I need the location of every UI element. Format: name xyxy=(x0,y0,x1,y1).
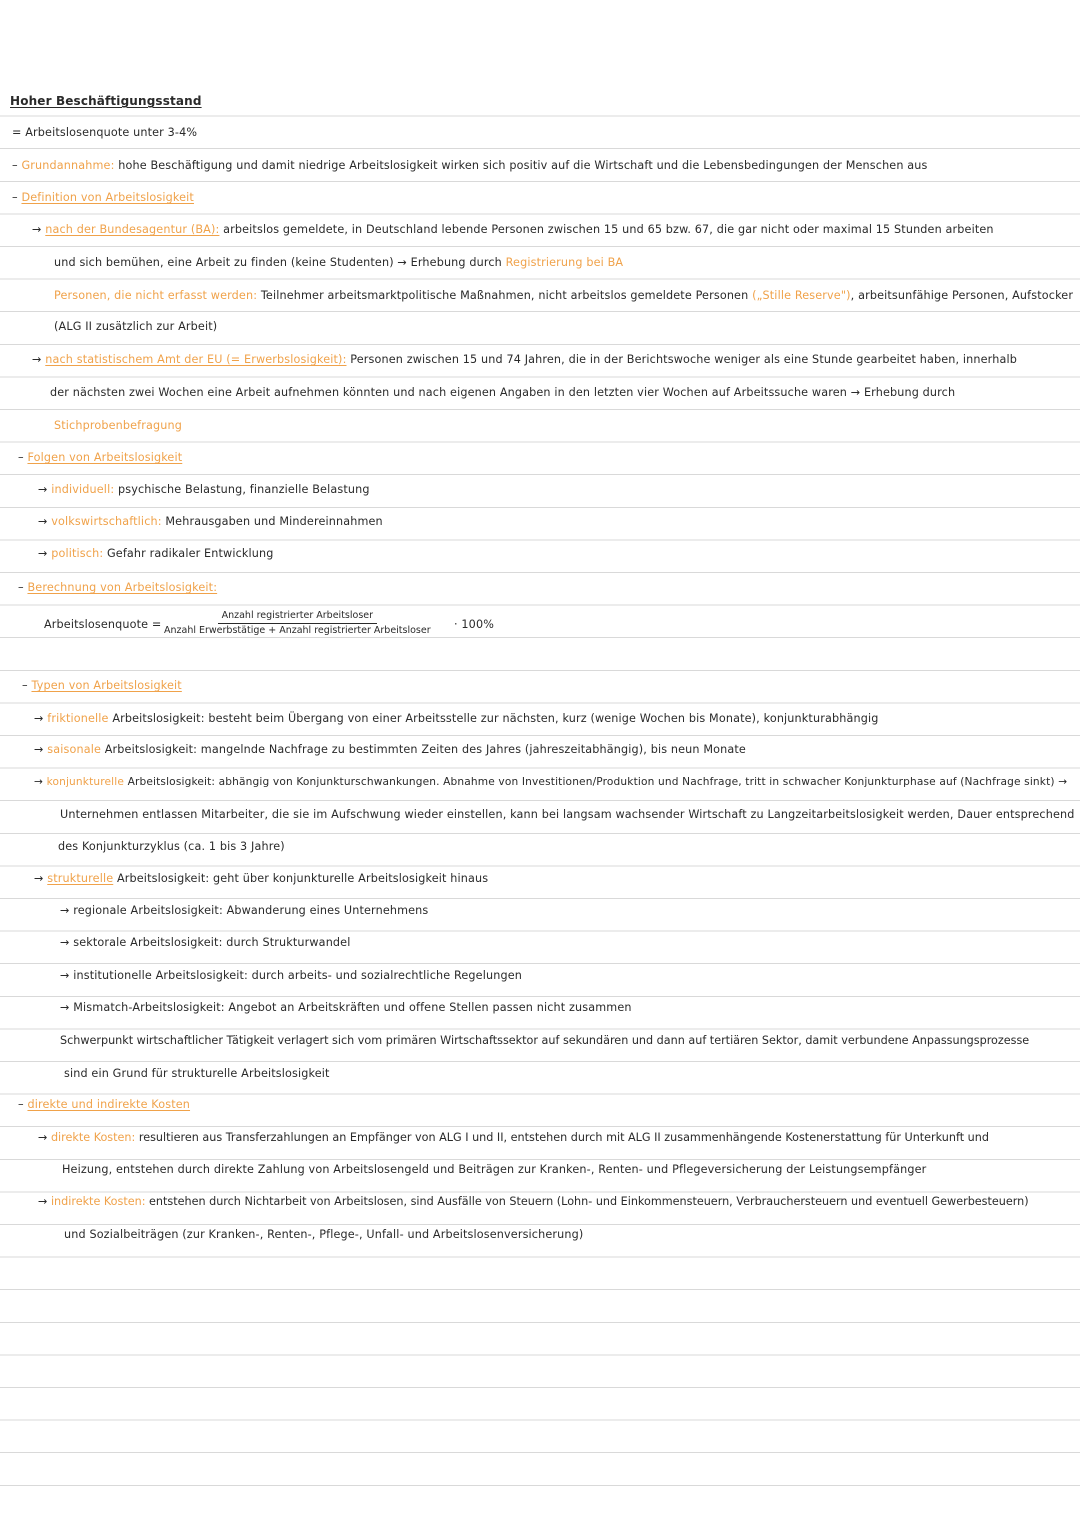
folgen-heading: Folgen von Arbeitslosigkeit xyxy=(27,451,183,464)
typ-sub-item xyxy=(60,903,428,919)
kosten-heading-line xyxy=(18,1097,190,1113)
arrow-icon: → xyxy=(60,969,70,982)
grundannahme-line xyxy=(12,158,928,174)
kosten-indirekt-line-2: und Sozialbeiträgen (zur Kranken-, Renten-, Pflege-, Unfall- und Arbeitslosenversicherung) xyxy=(64,1228,584,1241)
definition-eu-line-1 xyxy=(32,352,1017,368)
definition-ba-line-2 xyxy=(54,255,623,271)
typen-heading: Typen von Arbeitslosigkeit xyxy=(31,679,182,692)
berechnung-heading: Berechnung von Arbeitslosigkeit: xyxy=(27,581,218,594)
kosten-indirekt-line-1 xyxy=(38,1194,1029,1210)
typ-strukturell-text: Arbeitslosigkeit: geht über konjunkturelle Arbeitslosigkeit hinaus xyxy=(116,872,489,885)
kosten-heading: direkte und indirekte Kosten xyxy=(27,1098,191,1111)
typ-sub-item xyxy=(60,935,350,951)
typ-saisonal-text: Arbeitslosigkeit: mangelnde Nachfrage zu bestimmten Zeiten des Jahres (jahreszeitabhängig), bis neun Monate xyxy=(104,743,746,756)
definition-eu-line-2: der nächsten zwei Wochen eine Arbeit aufnehmen könnten und nach eigenen Angaben in den letzten vier Wochen auf Arbeitssuche waren → Erhebung durch xyxy=(50,386,956,399)
typen-heading-line xyxy=(22,678,182,694)
typ-sub-item xyxy=(60,1000,632,1016)
page-title: Hoher Beschäftigungsstand xyxy=(10,94,202,108)
definition-ba-text-1: arbeitslos gemeldete, in Deutschland lebende Personen zwischen 15 und 65 bzw. 67, die gar nicht oder maximal 15 Stunden arbeiten xyxy=(223,223,994,236)
typ-saisonal xyxy=(34,742,746,758)
quota-line: = Arbeitslosenquote unter 3-4% xyxy=(12,126,198,139)
kosten-direkt-line-1 xyxy=(38,1130,989,1146)
arrow-icon: → xyxy=(38,1131,48,1144)
kosten-indirekt-text-1: entstehen durch Nichtarbeit von Arbeitslosen, sind Ausfälle von Steuern (Lohn- und Einkommensteuern, Verbrauchersteuern und eventuell Gewerbesteuern) xyxy=(149,1195,1029,1208)
arrow-icon: → xyxy=(60,1001,70,1014)
typ-konjunkturell-line-3: des Konjunkturzyklus (ca. 1 bis 3 Jahre) xyxy=(58,840,285,853)
not-counted-text-a: Teilnehmer arbeitsmarktpolitische Maßnahmen, nicht arbeitslos gemeldete Personen xyxy=(260,289,749,302)
arrow-icon: → xyxy=(32,353,42,366)
arrow-icon: → xyxy=(32,223,42,236)
typ-strukturell xyxy=(34,871,488,887)
definition-ba-text-2a: und sich bemühen, eine Arbeit zu finden (keine Studenten) → Erhebung durch xyxy=(54,256,502,269)
folgen-item-text: psychische Belastung, finanzielle Belastung xyxy=(117,483,370,496)
arrow-icon: → xyxy=(38,515,48,528)
definition-ba-text-2b: Registrierung bei BA xyxy=(505,256,624,269)
folgen-item xyxy=(38,482,370,498)
definition-heading: Definition von Arbeitslosigkeit xyxy=(21,191,194,204)
folgen-item-text: Gefahr radikaler Entwicklung xyxy=(106,547,274,560)
typ-sub-item-text: Mismatch-Arbeitslosigkeit: Angebot an Arbeitskräften und offene Stellen passen nicht zusammen xyxy=(73,1001,632,1014)
arrow-icon: → xyxy=(38,547,48,560)
folgen-item xyxy=(38,546,274,562)
schwerpunkt-line-2: sind ein Grund für strukturelle Arbeitslosigkeit xyxy=(64,1067,330,1080)
typ-saisonal-label: saisonale xyxy=(47,743,102,756)
definition-eu-line-3: Stichprobenbefragung xyxy=(54,419,182,432)
kosten-indirekt-label: indirekte Kosten: xyxy=(50,1195,146,1208)
stille-reserve: („Stille Reserve") xyxy=(752,289,851,302)
typ-friktionell-text: Arbeitslosigkeit: besteht beim Übergang von einer Arbeitsstelle zur nächsten, kurz (wenige Wochen bis Monate), konjunkturabhängig xyxy=(112,712,879,725)
typ-konjunkturell-text-1: Arbeitslosigkeit: abhängig von Konjunkturschwankungen. Abnahme von Investitionen/Produktion und Nachfrage, tritt in schwacher Konjunkturphase auf (Nachfrage sinkt) → xyxy=(127,776,1068,788)
formula-denominator: Anzahl Erwerbstätige + Anzahl registrierter Arbeitsloser xyxy=(164,625,431,636)
arrow-icon: → xyxy=(60,904,70,917)
formula-numerator: Anzahl registrierter Arbeitsloser xyxy=(218,610,377,624)
typ-konjunkturell-line-1 xyxy=(34,774,1067,790)
folgen-item-label: volkswirtschaftlich: xyxy=(51,515,162,528)
berechnung-heading-line xyxy=(18,580,217,596)
arrow-icon: → xyxy=(60,936,70,949)
not-counted-text-b: , arbeitsunfähige Personen, Aufstocker xyxy=(850,289,1074,302)
not-counted-line-2: (ALG II zusätzlich zur Arbeit) xyxy=(54,320,218,333)
grundannahme-label: Grundannahme: xyxy=(21,159,115,172)
typ-konjunkturell-label: konjunkturelle xyxy=(46,776,125,788)
arrow-icon: → xyxy=(34,776,44,788)
folgen-item-label: individuell: xyxy=(51,483,115,496)
formula-lhs: Arbeitslosenquote = xyxy=(44,618,162,631)
definition-ba-label: nach der Bundesagentur (BA): xyxy=(45,223,220,236)
schwerpunkt-line-1: Schwerpunkt wirtschaftlicher Tätigkeit verlagert sich vom primären Wirtschaftssektor auf sekundären und dann auf tertiären Sektor, damit verbundene Anpassungsprozesse xyxy=(60,1034,1030,1047)
grundannahme-text: hohe Beschäftigung und damit niedrige Arbeitslosigkeit wirken sich positiv auf die Wirtschaft und die Lebensbedingungen der Menschen aus xyxy=(118,159,928,172)
typ-friktionell xyxy=(34,711,878,727)
arrow-icon: → xyxy=(34,743,44,756)
dash-bullet: – xyxy=(18,1098,24,1111)
folgen-heading-line xyxy=(18,450,182,466)
typ-strukturell-label: strukturelle xyxy=(47,872,114,885)
dash-bullet: – xyxy=(18,581,24,594)
arrow-icon: → xyxy=(38,1195,48,1208)
definition-ba-line-1 xyxy=(32,222,994,238)
formula-fraction xyxy=(160,610,435,637)
typ-sub-item xyxy=(60,968,522,984)
typ-konjunkturell-line-2: Unternehmen entlassen Mitarbeiter, die sie im Aufschwung wieder einstellen, kann bei langsam wachsender Wirtschaft zu Langzeitarbeitslosigkeit werden, Dauer entsprechend xyxy=(60,808,1075,821)
kosten-direkt-text-1: resultieren aus Transferzahlungen an Empfänger von ALG I und II, entstehen durch mit ALG II zusammenhängende Kostenerstattung für Unterkunft und xyxy=(138,1131,989,1144)
typ-sub-item-text: regionale Arbeitslosigkeit: Abwanderung eines Unternehmens xyxy=(73,904,429,917)
folgen-item-text: Mehrausgaben und Mindereinnahmen xyxy=(165,515,383,528)
folgen-item xyxy=(38,514,383,530)
typ-friktionell-label: friktionelle xyxy=(47,712,109,725)
dash-bullet: – xyxy=(12,191,18,204)
formula-factor: · 100% xyxy=(454,618,494,631)
typ-sub-item-text: sektorale Arbeitslosigkeit: durch Strukturwandel xyxy=(73,936,351,949)
dash-bullet: – xyxy=(18,451,24,464)
not-counted-line-1 xyxy=(54,288,1073,304)
arrow-icon: → xyxy=(38,483,48,496)
kosten-direkt-line-2: Heizung, entstehen durch direkte Zahlung von Arbeitslosengeld und Beiträgen zur Kranken-, Renten- und Pflegeversicherung der Leistungsempfänger xyxy=(62,1163,927,1176)
arrow-icon: → xyxy=(34,872,44,885)
not-counted-label: Personen, die nicht erfasst werden: xyxy=(54,289,258,302)
folgen-item-label: politisch: xyxy=(51,547,104,560)
dash-bullet: – xyxy=(22,679,28,692)
arrow-icon: → xyxy=(34,712,44,725)
dash-bullet: – xyxy=(12,159,18,172)
typ-sub-item-text: institutionelle Arbeitslosigkeit: durch arbeits- und sozialrechtliche Regelungen xyxy=(73,969,522,982)
kosten-direkt-label: direkte Kosten: xyxy=(50,1131,136,1144)
definition-eu-text-1: Personen zwischen 15 und 74 Jahren, die in der Berichtswoche weniger als eine Stunde gearbeitet haben, innerhalb xyxy=(350,353,1017,366)
definition-eu-label: nach statistischem Amt der EU (= Erwerbslosigkeit): xyxy=(45,353,347,366)
definition-heading-line xyxy=(12,190,194,206)
